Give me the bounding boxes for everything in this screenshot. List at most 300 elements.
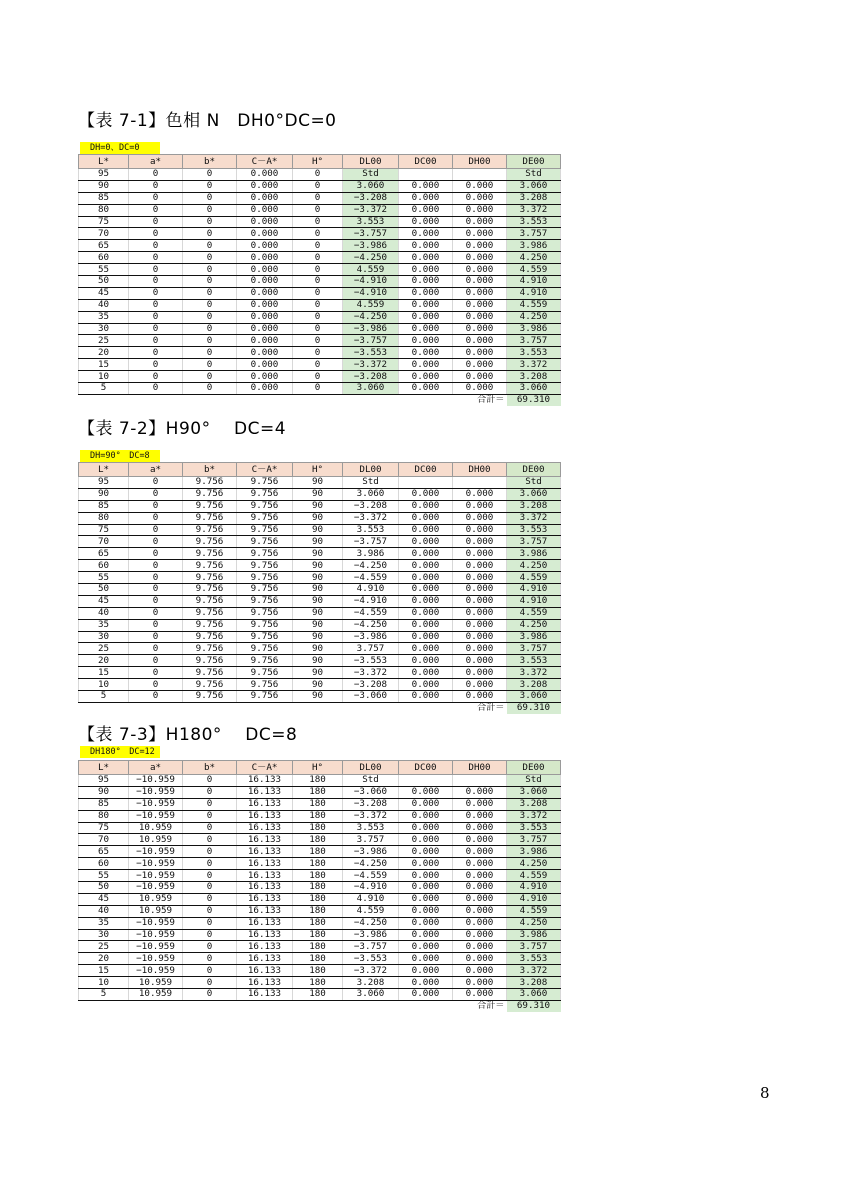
table-cell: 3.553 [507,347,561,359]
table-cell: 0 [129,572,183,584]
table-cell: 9.756 [237,500,293,512]
table-cell: 180 [293,953,343,965]
table-cell: 0.000 [399,679,453,691]
table-cell: 20 [79,953,129,965]
empty-cell [183,702,237,714]
total-label: 合計＝ [476,394,505,406]
table-row [79,228,561,240]
table-cell: 90 [293,631,343,643]
table-cell: 0.000 [453,977,507,989]
table-cell: 0.000 [237,240,293,252]
table-cell: 0.000 [237,371,293,383]
table-cell: 0.000 [453,264,507,276]
table-cell: 9.756 [237,595,293,607]
empty-cell [129,394,183,406]
table-cell: 9.756 [183,500,237,512]
table-cell: 3.986 [507,846,561,858]
table-cell: 0 [183,846,237,858]
table-cell: 16.133 [237,786,293,798]
table-cell: 90 [293,607,343,619]
table-cell: 4.250 [507,917,561,929]
column-header: C－A* [237,155,293,169]
table-cell: 0.000 [399,323,453,335]
table-cell: 0 [129,655,183,667]
table-cell: 0.000 [453,500,507,512]
table-cell: 16.133 [237,965,293,977]
table-cell: 35 [79,311,129,323]
table-cell: 0 [183,822,237,834]
table-cell: 0.000 [399,252,453,264]
table-cell: 0.000 [237,192,293,204]
table-cell: −10.959 [129,798,183,810]
table-cell: 3.208 [507,977,561,989]
empty-cell [293,394,343,406]
table-row [79,512,561,524]
table-row [79,691,561,703]
table-cell: 10.959 [129,905,183,917]
table-cell: 0.000 [453,917,507,929]
table-cell: 3.757 [343,834,399,846]
table-row [79,607,561,619]
table-cell: 55 [79,264,129,276]
table-cell: 0.000 [237,335,293,347]
table-cell: −10.959 [129,775,183,787]
table-cell: −3.060 [343,786,399,798]
table-cell: 0.000 [453,548,507,560]
table-cell: 0.000 [399,786,453,798]
table-cell: 3.372 [507,965,561,977]
table-cell: 80 [79,204,129,216]
table-cell: 10.959 [129,989,183,1001]
table-cell: 25 [79,643,129,655]
table-heading: 【表 7-3】H180° DC=8 [78,725,298,745]
color-difference-table [78,462,561,714]
table-cell: 0 [183,276,237,288]
table-cell: 0 [129,228,183,240]
table-row [79,989,561,1001]
table-cell: 16.133 [237,929,293,941]
table-cell: 0.000 [399,335,453,347]
table-cell: 3.986 [507,548,561,560]
table-cell: 0 [183,359,237,371]
table-cell: 90 [79,786,129,798]
table-cell: 0 [129,691,183,703]
table-cell: −3.372 [343,512,399,524]
table-cell: 9.756 [183,691,237,703]
table-cell: 70 [79,536,129,548]
table-cell: Std [507,775,561,787]
table-cell: 0.000 [237,311,293,323]
table-cell: 0 [183,180,237,192]
table-cell: 3.208 [343,977,399,989]
table-cell: 4.559 [507,870,561,882]
table-cell: 0.000 [453,240,507,252]
table-cell: 0.000 [237,359,293,371]
table-cell: −10.959 [129,965,183,977]
table-cell: 0.000 [399,619,453,631]
table-row [79,276,561,288]
table-cell: −3.757 [343,228,399,240]
empty-cell [399,702,453,714]
table-cell: 0.000 [399,643,453,655]
table-cell: 180 [293,822,343,834]
table-cell: 0.000 [237,347,293,359]
table-cell: 25 [79,335,129,347]
table-cell: 90 [293,500,343,512]
table-cell: 0.000 [453,679,507,691]
table-cell: 3.986 [507,240,561,252]
table-cell: 0 [183,323,237,335]
table-row [79,667,561,679]
table-cell: 0.000 [399,192,453,204]
table-cell: 3.372 [507,667,561,679]
table-cell: 0.000 [453,667,507,679]
column-header: H° [293,155,343,169]
table-cell: 3.553 [507,822,561,834]
table-row [79,798,561,810]
table-cell: 16.133 [237,917,293,929]
table-cell: 3.208 [507,679,561,691]
table-cell: 10 [79,371,129,383]
column-header: C－A* [237,761,293,775]
table-cell: 0.000 [237,383,293,395]
table-cell: 50 [79,276,129,288]
empty-cell [343,702,399,714]
table-cell: 0.000 [453,311,507,323]
table-cell: −3.372 [343,667,399,679]
table-cell: 180 [293,917,343,929]
table-cell: 180 [293,858,343,870]
table-cell: 9.756 [183,655,237,667]
empty-cell [183,1000,237,1012]
table-cell: 3.757 [507,834,561,846]
total-row [79,1000,561,1012]
table-cell: 0.000 [453,882,507,894]
table-cell: 0.000 [399,846,453,858]
table-cell: 65 [79,240,129,252]
table-cell: 0.000 [453,798,507,810]
empty-cell [237,702,293,714]
total-label: 合計＝ [476,1000,505,1012]
column-header: L* [79,463,129,477]
empty-cell [293,1000,343,1012]
table-cell: 3.208 [507,798,561,810]
table-cell: 3.372 [507,204,561,216]
table-cell: 0.000 [399,359,453,371]
table-cell: 3.986 [343,548,399,560]
table-cell: 9.756 [237,643,293,655]
table-cell: 16.133 [237,941,293,953]
table-cell: 4.910 [343,893,399,905]
table-cell: 55 [79,870,129,882]
table-cell: 0.000 [399,953,453,965]
table-row [79,524,561,536]
table-cell: 0.000 [453,905,507,917]
empty-cell [237,1000,293,1012]
table-cell: 9.756 [237,524,293,536]
table-row [79,905,561,917]
table-cell: 40 [79,299,129,311]
table-cell: 0 [293,371,343,383]
table-cell: 0.000 [399,882,453,894]
table-cell: 3.553 [343,216,399,228]
table-cell: 0 [293,252,343,264]
table-cell: 0.000 [453,524,507,536]
table-cell: 90 [293,477,343,489]
table-cell: 0 [129,252,183,264]
column-header: H° [293,761,343,775]
table-cell: 3.060 [507,786,561,798]
table-cell: 0 [129,488,183,500]
column-header: DC00 [399,155,453,169]
table-cell: −3.757 [343,941,399,953]
table-cell: 0.000 [399,631,453,643]
table-cell: 3.060 [343,989,399,1001]
table-cell: −4.910 [343,595,399,607]
table-cell: 0 [183,786,237,798]
table-cell: 3.986 [507,323,561,335]
table-cell: 0 [183,347,237,359]
table-cell: 0 [129,536,183,548]
table-row [79,536,561,548]
page-number: 8 [760,1084,770,1102]
table-cell: 3.208 [507,500,561,512]
table-cell: 5 [79,383,129,395]
table-row [79,572,561,584]
table-cell: 4.559 [343,299,399,311]
table-cell: 70 [79,228,129,240]
table-cell: 0.000 [399,822,453,834]
table-cell: 4.559 [343,905,399,917]
table-cell: −3.986 [343,631,399,643]
table-row [79,204,561,216]
table-cell: 0 [129,595,183,607]
table-cell: 3.757 [507,643,561,655]
table-cell: 0 [129,192,183,204]
table-cell: 9.756 [237,560,293,572]
table-cell: 0 [183,775,237,787]
table-cell: 0.000 [237,169,293,181]
table-cell: 9.756 [237,488,293,500]
table-cell: 0 [129,335,183,347]
table-cell: 90 [293,643,343,655]
table-cell: 180 [293,905,343,917]
table-cell: 180 [293,989,343,1001]
table-cell: 50 [79,882,129,894]
column-header: a* [129,463,183,477]
table-cell: 3.757 [343,643,399,655]
table-cell: 0 [183,335,237,347]
table-row [79,371,561,383]
table-cell: 16.133 [237,775,293,787]
table-cell: 0.000 [453,347,507,359]
table-cell: 0 [129,287,183,299]
table-cell: 35 [79,917,129,929]
table-cell: 0.000 [237,287,293,299]
table-cell: 0 [129,512,183,524]
table-cell [399,477,453,489]
color-difference-table [78,760,561,1012]
table-cell: 16.133 [237,858,293,870]
empty-cell [399,394,453,406]
table-cell: 0.000 [453,941,507,953]
table-cell: 0 [293,276,343,288]
table-cell: 0.000 [399,595,453,607]
table-cell: 0 [129,679,183,691]
table-cell: 180 [293,965,343,977]
table-cell: 0.000 [237,323,293,335]
table-row [79,323,561,335]
table-cell: 180 [293,786,343,798]
table-row [79,822,561,834]
table-row [79,810,561,822]
table-cell: 0.000 [399,560,453,572]
table-cell: −4.910 [343,276,399,288]
table-cell: 9.756 [183,667,237,679]
table-cell: 0.000 [453,299,507,311]
table-cell: 0 [129,584,183,596]
empty-cell [399,1000,453,1012]
table-cell: 0 [129,643,183,655]
table-row [79,893,561,905]
table-cell: 0 [183,929,237,941]
table-cell: 60 [79,858,129,870]
table-cell: 0 [183,977,237,989]
table-row [79,643,561,655]
table-cell: 0.000 [453,822,507,834]
table-cell: 0.000 [399,524,453,536]
table-cell: −10.959 [129,858,183,870]
table-cell: 0.000 [237,276,293,288]
table-cell: 4.250 [507,619,561,631]
table-cell: 0.000 [237,228,293,240]
table-cell: 10.959 [129,893,183,905]
table-cell: 0 [183,311,237,323]
column-header: DH00 [453,463,507,477]
table-cell: 16.133 [237,870,293,882]
table-cell: 0.000 [399,548,453,560]
table-cell: 9.756 [183,643,237,655]
table-cell: −4.250 [343,917,399,929]
table-cell: 0.000 [399,299,453,311]
table-cell: 85 [79,798,129,810]
table-cell: 0 [183,941,237,953]
table-cell: 9.756 [237,512,293,524]
table-cell: 4.559 [343,264,399,276]
table-row [79,655,561,667]
table-cell: 0 [129,347,183,359]
table-cell: 0 [183,834,237,846]
table-cell: 0 [129,264,183,276]
table-cell: 0.000 [453,786,507,798]
table-cell: 180 [293,941,343,953]
table-cell: 9.756 [237,548,293,560]
table-cell: 0 [183,216,237,228]
table-cell: 90 [293,548,343,560]
table-cell: 15 [79,965,129,977]
column-header: DL00 [343,761,399,775]
table-cell: 90 [293,679,343,691]
table-cell: 0.000 [453,192,507,204]
table-cell: 4.559 [507,607,561,619]
table-cell: 16.133 [237,977,293,989]
empty-cell [183,394,237,406]
column-header: DH00 [453,761,507,775]
table-cell: Std [343,775,399,787]
table-cell: 16.133 [237,810,293,822]
table-cell: 0.000 [399,287,453,299]
table-cell: −4.559 [343,607,399,619]
table-row [79,775,561,787]
table-cell: 4.910 [507,276,561,288]
table-cell: 0.000 [399,965,453,977]
table-cell: 75 [79,822,129,834]
table-cell: 4.910 [507,882,561,894]
table-cell: 3.060 [507,180,561,192]
table-cell: −3.553 [343,655,399,667]
table-cell: 3.757 [507,335,561,347]
table-cell: −3.208 [343,192,399,204]
table-cell: 3.757 [507,536,561,548]
column-header: a* [129,155,183,169]
table-cell: 0.000 [453,631,507,643]
table-cell: 0 [183,989,237,1001]
table-cell: 0 [183,870,237,882]
table-cell: −10.959 [129,810,183,822]
table-cell: 10 [79,679,129,691]
table-cell: −10.959 [129,786,183,798]
table-cell: 0.000 [453,488,507,500]
table-cell: 40 [79,607,129,619]
table-cell: −4.250 [343,619,399,631]
table-cell: −3.372 [343,359,399,371]
table-cell: 0.000 [453,560,507,572]
table-cell: −4.910 [343,287,399,299]
table-cell: 90 [293,524,343,536]
table-row [79,560,561,572]
column-header: DH00 [453,155,507,169]
table-cell: 0 [129,524,183,536]
table-cell: 0 [293,216,343,228]
table-cell: 16.133 [237,882,293,894]
table-cell: 0 [129,477,183,489]
table-cell: 0.000 [453,953,507,965]
column-header: DL00 [343,155,399,169]
table-cell: 9.756 [237,584,293,596]
table-cell: −3.986 [343,929,399,941]
column-header: b* [183,463,237,477]
table-cell: 95 [79,775,129,787]
table-cell: 95 [79,477,129,489]
table-cell: 0.000 [399,204,453,216]
table-cell: 180 [293,893,343,905]
table-row [79,500,561,512]
table-cell: 0 [293,347,343,359]
table-cell: 0.000 [453,359,507,371]
table-cell: 0.000 [237,252,293,264]
table-cell [453,169,507,181]
table-cell: 90 [293,572,343,584]
table-cell: 0.000 [399,667,453,679]
table-row [79,252,561,264]
table-cell: −10.959 [129,870,183,882]
table-cell: 180 [293,834,343,846]
table-cell: 0 [293,383,343,395]
table-cell: 0 [129,169,183,181]
table-cell: 9.756 [237,667,293,679]
header-row [79,463,561,477]
table-cell: −4.250 [343,311,399,323]
